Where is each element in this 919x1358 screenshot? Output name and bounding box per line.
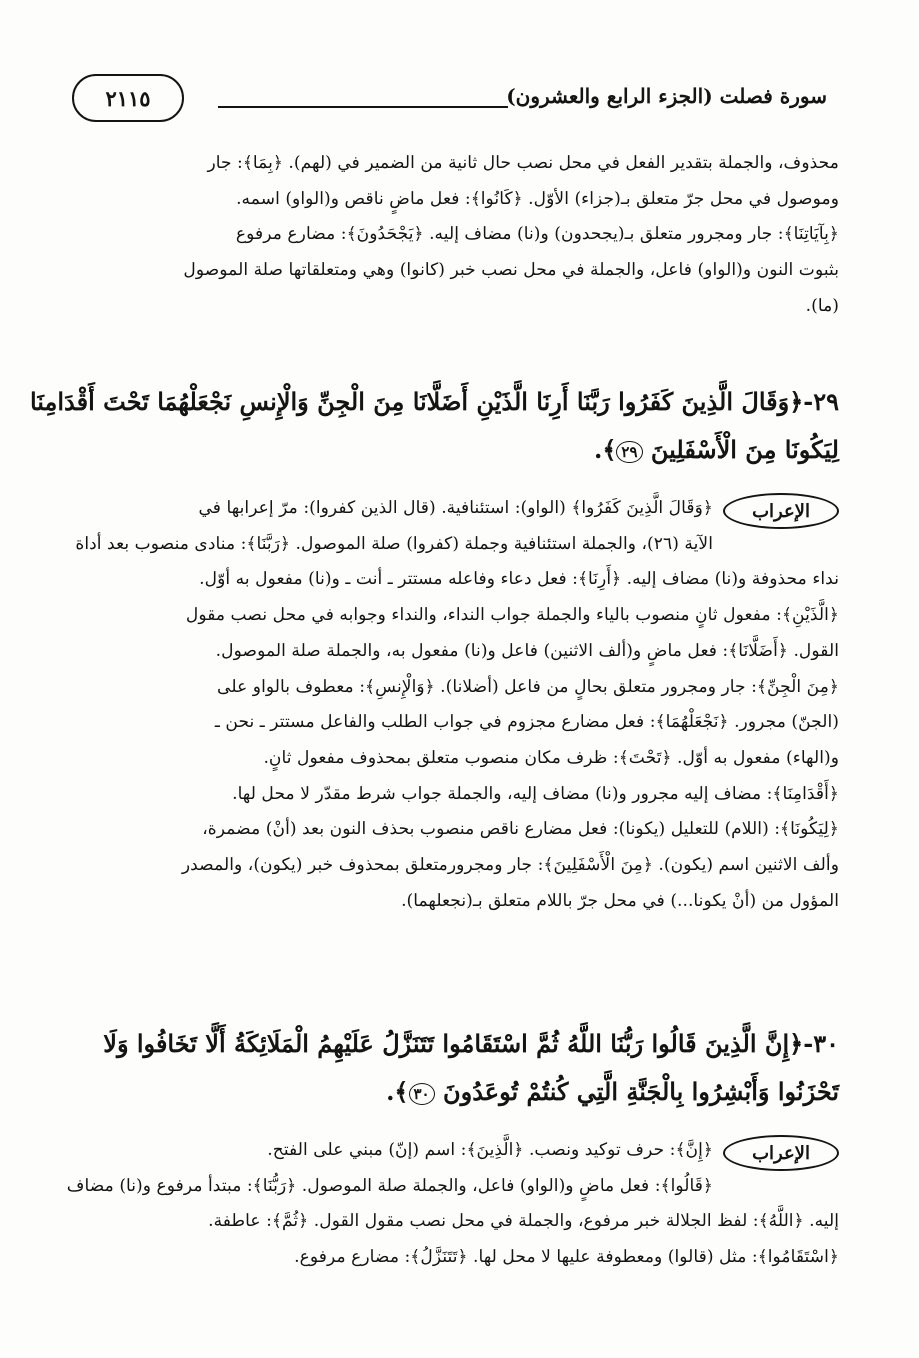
running-head — [506, 84, 827, 108]
irab-badge-label: الإعراب — [752, 1142, 810, 1164]
text-line: نداء محذوفة و(نا) مضاف إليه. ﴿أَرِنَا﴾: فعل دعاء وفاعله مستتر ـ أنت ـ و(نا) مفعول به أوّل. — [199, 569, 839, 590]
irab-30 — [66, 1133, 839, 1276]
text-line: وألف الاثنين اسم (يكون). ﴿مِنَ الْأَسْفَلِينَ﴾: جار ومجرورمتعلق بمحذوف خبر (يكون)، والمصدر — [181, 855, 839, 876]
verse-30 — [78, 1020, 839, 1116]
irab-badge — [723, 1135, 839, 1171]
text-line: ﴿قَالُوا﴾: فعل ماضٍ و(الواو) فاعل، والجملة صلة الموصول. ﴿رَبُّنَا﴾: مبتدأ مرفوع و(نا) مضاف — [66, 1175, 713, 1196]
text-line: ﴿وَقَالَ الَّذِينَ كَفَرُوا﴾ (الواو): استئنافية. (قال الذين كفروا): مرّ إعرابها في — [198, 498, 713, 518]
verse-number-marker: ٢٩ — [616, 441, 642, 463]
text-line: القول. ﴿أَضَلَّانَا﴾: فعل ماضٍ و(ألف الاثنين) فاعل و(نا) مفعول به، والجملة صلة الموصول. — [215, 640, 839, 661]
verse-number-marker: ٣٠ — [409, 1083, 435, 1105]
text-line: إليه. ﴿اللَّهُ﴾: لفظ الجلالة خبر مرفوع، والجملة في محل نصب مقول القول. ﴿ثُمَّ﴾: عاطفة. — [208, 1211, 839, 1232]
text-line: ﴿أَقْدَامِنَا﴾: مضاف إليه مجرور و(نا) مضاف إليه، والجملة جواب شرط مقدّر لا محل لها. — [232, 783, 839, 804]
verse-line: ٣٠-﴿إِنَّ الَّذِينَ قَالُوا رَبُّنَا اللَّهُ ثُمَّ اسْتَقَامُوا تَتَنَزَّلُ عَلَيْهِمُ الْمَلَائِكَةُ أَلَّا تَخَافُوا وَلَا — [103, 1029, 839, 1058]
text-line: ﴿لِيَكُونَا﴾: (اللام) للتعليل (يكونا): فعل مضارع ناقص منصوب بحذف النون بعد (أنْ) مضمرة، — [202, 819, 839, 840]
text-line: (الجنّ) مجرور. ﴿نَجْعَلْهُمَا﴾: فعل مضارع مجزوم في جواب الطلب والفاعل مستتر ـ نحن ـ — [214, 712, 839, 733]
text-line: بثبوت النون و(الواو) فاعل، والجملة في محل نصب خبر (كانوا) وهي ومتعلقاتها صلة الموصول — [183, 260, 839, 281]
text-line: ﴿الَّذَيْنِ﴾: مفعول ثانٍ منصوب بالياء والجملة جواب النداء، والنداء وجوابه في محل نصب مقول — [185, 605, 839, 626]
irab-29 — [75, 491, 839, 919]
verse-29 — [29, 378, 839, 474]
text-line: ﴿بِآيَاتِنَا﴾: جار ومجرور متعلق بـ(يجحدون) و(نا) مضاف إليه. ﴿يَجْحَدُونَ﴾: مضارع مرفوع — [235, 224, 839, 245]
page-number-text: ٢١١٥ — [105, 85, 151, 111]
text-line: و(الهاء) مفعول به أوّل. ﴿تَحْتَ﴾: ظرف مكان منصوب متعلق بمحذوف مفعول ثانٍ. — [263, 747, 839, 768]
opening-paragraph — [80, 146, 839, 325]
text-line: (ما). — [805, 295, 839, 316]
verse-line: ٢٩-﴿وَقَالَ الَّذِينَ كَفَرُوا رَبَّنَا أَرِنَا الَّذَيْنِ أَضَلَّانَا مِنَ الْجِنِّ وَالْإِنسِ نَجْعَلْهُمَا تَحْتَ أَقْدَامِنَا — [29, 387, 839, 416]
header-rule — [218, 106, 508, 108]
page-number — [72, 74, 184, 122]
juz-title: (الجزء الرابع والعشرون) — [506, 84, 713, 108]
text-line: وموصول في محل جرّ متعلق بـ(جزاء) الأوّل. ﴿كَانُوا﴾: فعل ماضٍ ناقص و(الواو) اسمه. — [236, 188, 839, 209]
irab-badge — [723, 493, 839, 529]
text-line: ﴿اسْتَقَامُوا﴾: مثل (قالوا) ومعطوفة عليها لا محل لها. ﴿تَتَنَزَّلُ﴾: مضارع مرفوع. — [294, 1247, 839, 1268]
text-line: الآية (٢٦)، والجملة استئنافية وجملة (كفروا) صلة الموصول. ﴿رَبَّنَا﴾: منادى منصوب بعد أداة — [75, 533, 713, 554]
text-line: محذوف، والجملة بتقدير الفعل في محل نصب حال ثانية من الضمير في (لهم). ﴿بِمَا﴾: جار — [207, 153, 839, 173]
verse-line: لِيَكُونَا مِنَ الْأَسْفَلِينَ ٢٩﴾. — [593, 435, 839, 464]
irab-badge-label: الإعراب — [752, 500, 810, 522]
text-line: ﴿مِنَ الْجِنِّ﴾: جار ومجرور متعلق بحالٍ من فاعل (أضلانا). ﴿وَالْإِنسِ﴾: معطوف بالواو على — [217, 676, 839, 697]
text-line: ﴿إِنَّ﴾: حرف توكيد ونصب. ﴿الَّذِينَ﴾: اسم (إنّ) مبني على الفتح. — [267, 1140, 713, 1160]
surah-title: سورة فصلت — [719, 84, 827, 108]
verse-line: تَحْزَنُوا وَأَبْشِرُوا بِالْجَنَّةِ الَّتِي كُنتُمْ تُوعَدُونَ ٣٠﴾. — [386, 1077, 839, 1106]
text-line: المؤول من (أنْ يكونا...) في محل جرّ باللام متعلق بـ(نجعلهما). — [401, 890, 839, 911]
